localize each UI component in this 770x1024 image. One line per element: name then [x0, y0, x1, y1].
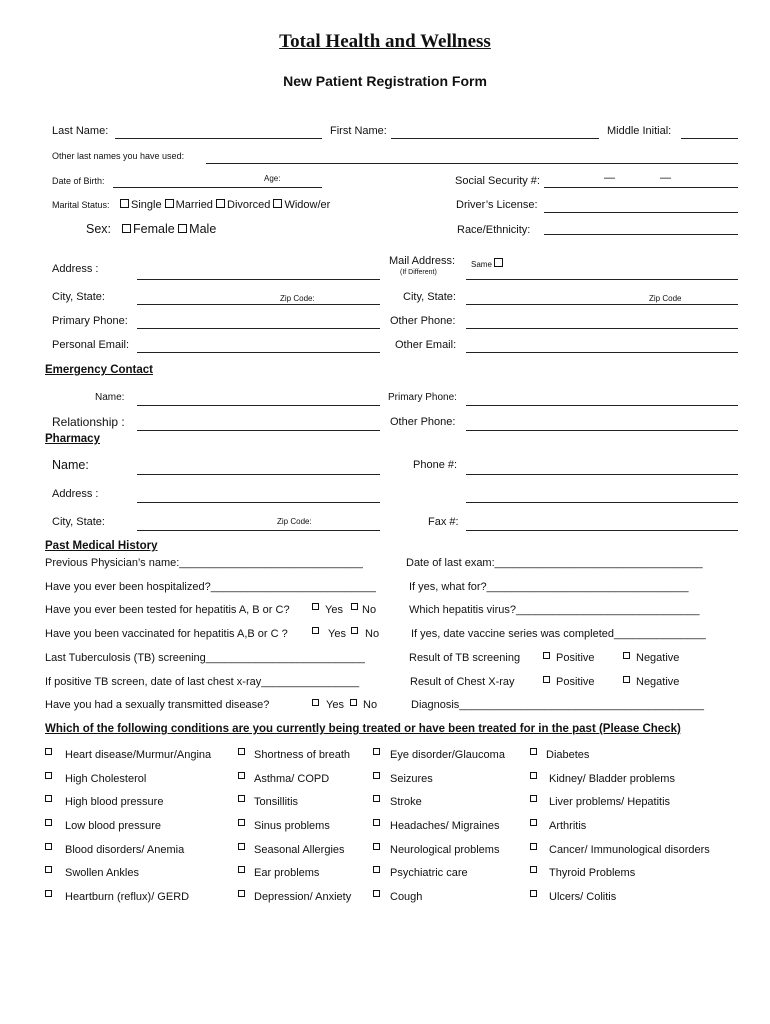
- condition-label: Tonsillitis: [254, 796, 299, 808]
- hospitalized-field[interactable]: Have you ever been hospitalized?___________________________: [45, 581, 376, 593]
- condition-label: High blood pressure: [65, 796, 164, 808]
- last-exam-field[interactable]: Date of last exam:__________________________________: [406, 557, 703, 569]
- condition-label: Asthma/ COPD: [254, 773, 330, 785]
- std-no-checkbox[interactable]: [350, 699, 357, 706]
- city-state-field[interactable]: [137, 304, 380, 305]
- condition-checkbox[interactable]: [238, 866, 245, 873]
- pharmacy-name-label: Name:: [52, 458, 89, 472]
- zip-2-label: Zip Code: [649, 294, 682, 303]
- xray-positive-checkbox[interactable]: [543, 676, 550, 683]
- tb-screening-field[interactable]: Last Tuberculosis (TB) screening__________________________: [45, 652, 365, 664]
- pharmacy-address-2-field[interactable]: [466, 502, 738, 503]
- middle-initial-field[interactable]: [681, 138, 738, 139]
- condition-label: Stroke: [390, 796, 422, 808]
- mail-address-field[interactable]: [466, 279, 738, 280]
- sex-label: Sex:: [86, 222, 112, 236]
- hepatitis-vaccinated-no-label: No: [365, 628, 380, 640]
- last-name-field[interactable]: [115, 138, 322, 139]
- condition-label: Depression/ Anxiety: [254, 891, 352, 903]
- condition-label: High Cholesterol: [65, 773, 147, 785]
- divorced-checkbox[interactable]: [216, 199, 225, 208]
- condition-checkbox[interactable]: [238, 890, 245, 897]
- xray-result-label: Result of Chest X-ray: [410, 676, 515, 688]
- primary-phone-field[interactable]: [137, 328, 380, 329]
- condition-checkbox[interactable]: [45, 772, 52, 779]
- xray-negative-label: Negative: [636, 676, 680, 688]
- emergency-other-phone-label: Other Phone:: [390, 416, 456, 428]
- condition-checkbox[interactable]: [45, 866, 52, 873]
- condition-label: Heartburn (reflux)/ GERD: [65, 891, 190, 903]
- drivers-license-field[interactable]: [544, 212, 738, 213]
- condition-checkbox[interactable]: [530, 890, 537, 897]
- condition-label: Low blood pressure: [65, 820, 162, 832]
- city-state-label: City, State:: [52, 291, 105, 303]
- condition-label: Seizures: [390, 773, 433, 785]
- age-label: Age:: [264, 174, 281, 183]
- widow-checkbox[interactable]: [273, 199, 282, 208]
- condition-label: Arthritis: [549, 820, 587, 832]
- primary-phone-label: Primary Phone:: [52, 315, 128, 327]
- condition-checkbox[interactable]: [373, 748, 380, 755]
- hepatitis-vaccinated-no-checkbox[interactable]: [351, 627, 358, 634]
- married-label: Married: [175, 199, 213, 211]
- fax-field[interactable]: [466, 530, 738, 531]
- pharmacy-address-label: Address :: [52, 488, 99, 500]
- previous-physician-field[interactable]: Previous Physician’s name:______________________________: [45, 557, 363, 569]
- pharmacy-city-state-field[interactable]: [137, 530, 380, 531]
- pharmacy-zip-label: Zip Code:: [277, 517, 312, 526]
- pharmacy-name-field[interactable]: [137, 474, 380, 475]
- xray-negative-checkbox[interactable]: [623, 676, 630, 683]
- hospitalized-reason-field[interactable]: If yes, what for?_________________________________: [409, 581, 689, 593]
- single-checkbox[interactable]: [120, 199, 129, 208]
- condition-checkbox[interactable]: [373, 795, 380, 802]
- hepatitis-vaccinated-label: Have you been vaccinated for hepatitis A,B or C ?: [45, 628, 288, 640]
- female-label: Female: [133, 222, 175, 236]
- condition-checkbox[interactable]: [373, 866, 380, 873]
- hepatitis-tested-label: Have you ever been tested for hepatitis A, B or C?: [45, 604, 290, 616]
- ssn-label: Social Security #:: [455, 175, 540, 187]
- form-subtitle: New Patient Registration Form: [283, 73, 487, 89]
- chest-xray-date-field[interactable]: If positive TB screen, date of last chest x-ray________________: [45, 676, 360, 688]
- tb-result-label: Result of TB screening: [409, 652, 521, 664]
- condition-checkbox[interactable]: [45, 748, 52, 755]
- pharmacy-address-field[interactable]: [137, 502, 380, 503]
- condition-label: Seasonal Allergies: [254, 844, 345, 856]
- emergency-other-phone-field[interactable]: [466, 430, 738, 431]
- condition-checkbox[interactable]: [238, 795, 245, 802]
- condition-checkbox[interactable]: [238, 772, 245, 779]
- other-email-label: Other Email:: [395, 339, 457, 351]
- condition-checkbox[interactable]: [45, 819, 52, 826]
- condition-label: Ear problems: [254, 867, 320, 879]
- address-label: Address :: [52, 263, 99, 275]
- condition-checkbox[interactable]: [45, 843, 52, 850]
- condition-label: Blood disorders/ Anemia: [65, 844, 185, 856]
- relationship-field[interactable]: [137, 430, 380, 431]
- tb-negative-label: Negative: [636, 652, 680, 664]
- other-email-field[interactable]: [466, 352, 738, 353]
- first-name-label: First Name:: [330, 125, 387, 137]
- fax-label: Fax #:: [428, 516, 459, 528]
- marital-label: Marital Status:: [52, 200, 110, 210]
- dob-field[interactable]: [113, 187, 322, 188]
- condition-checkbox[interactable]: [373, 772, 380, 779]
- last-name-label: Last Name:: [52, 125, 109, 137]
- pharmacy-phone-label: Phone #:: [413, 459, 458, 471]
- emergency-name-label: Name:: [95, 392, 125, 403]
- hepatitis-tested-no-checkbox[interactable]: [351, 603, 358, 610]
- emergency-name-field[interactable]: [137, 405, 380, 406]
- pharmacy-heading: Pharmacy: [45, 433, 100, 445]
- condition-label: Kidney/ Bladder problems: [549, 773, 675, 785]
- tb-negative-checkbox[interactable]: [623, 652, 630, 659]
- hepatitis-tested-no-label: No: [362, 604, 377, 616]
- sex-options: [122, 222, 216, 236]
- personal-email-field[interactable]: [137, 352, 380, 353]
- history-heading: Past Medical History: [45, 540, 158, 552]
- single-label: Single: [131, 199, 162, 211]
- hepatitis-vaccinated-yes-checkbox[interactable]: [312, 627, 319, 634]
- address-field[interactable]: [137, 279, 380, 280]
- personal-email-label: Personal Email:: [52, 339, 130, 351]
- divorced-label: Divorced: [227, 199, 271, 211]
- tb-positive-label: Positive: [556, 652, 595, 664]
- emergency-primary-phone-field[interactable]: [466, 405, 738, 406]
- other-names-label: Other last names you have used:: [52, 151, 185, 161]
- condition-label: Swollen Ankles: [65, 867, 139, 879]
- race-field[interactable]: [544, 234, 738, 235]
- other-phone-field[interactable]: [466, 328, 738, 329]
- tb-positive-checkbox[interactable]: [543, 652, 550, 659]
- conditions-heading: Which of the following conditions are you currently being treated or have been treated for in the past (Please Check): [45, 723, 681, 735]
- std-label: Have you had a sexually transmitted disease?: [45, 699, 270, 711]
- std-yes-label: Yes: [326, 699, 344, 711]
- city-state-2-field[interactable]: [466, 304, 738, 305]
- ssn-dash-2: —: [660, 172, 671, 184]
- condition-label: Shortness of breath: [254, 749, 351, 761]
- std-yes-checkbox[interactable]: [312, 699, 319, 706]
- condition-label: Cough: [390, 891, 423, 903]
- condition-checkbox[interactable]: [238, 748, 245, 755]
- condition-label: Diabetes: [546, 749, 590, 761]
- condition-label: Psychiatric care: [390, 867, 468, 879]
- relationship-label: Relationship :: [52, 415, 125, 429]
- dob-label: Date of Birth:: [52, 176, 105, 186]
- emergency-primary-phone-label: Primary Phone:: [388, 392, 457, 403]
- condition-label: Sinus problems: [254, 820, 330, 832]
- hepatitis-tested-yes-checkbox[interactable]: [312, 603, 319, 610]
- diagnosis-field[interactable]: Diagnosis________________________________________: [411, 699, 705, 711]
- condition-label: Heart disease/Murmur/Angina: [65, 749, 212, 761]
- race-label: Race/Ethnicity:: [457, 224, 531, 236]
- same-label: Same: [471, 258, 505, 269]
- xray-positive-label: Positive: [556, 676, 595, 688]
- condition-checkbox[interactable]: [530, 748, 537, 755]
- ssn-field[interactable]: [544, 187, 738, 188]
- condition-label: Headaches/ Migraines: [390, 820, 500, 832]
- condition-checkbox[interactable]: [373, 890, 380, 897]
- condition-checkbox[interactable]: [530, 819, 537, 826]
- same-checkbox[interactable]: [494, 258, 503, 267]
- condition-checkbox[interactable]: [373, 843, 380, 850]
- condition-checkbox[interactable]: [530, 866, 537, 873]
- female-checkbox[interactable]: [122, 224, 131, 233]
- hepatitis-tested-yes-label: Yes: [325, 604, 343, 616]
- condition-checkbox[interactable]: [45, 890, 52, 897]
- middle-initial-label: Middle Initial:: [607, 125, 672, 137]
- condition-checkbox[interactable]: [530, 795, 537, 802]
- condition-label: Eye disorder/Glaucoma: [390, 749, 505, 761]
- condition-label: Ulcers/ Colitis: [549, 891, 617, 903]
- pharmacy-city-state-label: City, State:: [52, 516, 105, 528]
- other-phone-label: Other Phone:: [390, 315, 456, 327]
- male-label: Male: [189, 222, 217, 236]
- drivers-license-label: Driver’s License:: [456, 199, 538, 211]
- std-no-label: No: [363, 699, 378, 711]
- married-checkbox[interactable]: [165, 199, 174, 208]
- pharmacy-phone-field[interactable]: [466, 474, 738, 475]
- condition-checkbox[interactable]: [530, 843, 537, 850]
- condition-checkbox[interactable]: [45, 795, 52, 802]
- condition-label: Thyroid Problems: [549, 867, 636, 879]
- condition-checkbox[interactable]: [238, 819, 245, 826]
- form-title: Total Health and Wellness: [279, 31, 491, 52]
- other-names-field[interactable]: [206, 163, 738, 164]
- zip-label: Zip Code:: [280, 294, 315, 303]
- male-checkbox[interactable]: [178, 224, 187, 233]
- marital-options: [120, 199, 330, 211]
- first-name-field[interactable]: [391, 138, 599, 139]
- hepatitis-virus-field[interactable]: Which hepatitis virus?______________________________: [409, 604, 700, 616]
- widow-label: Widow/er: [284, 199, 331, 211]
- condition-checkbox[interactable]: [238, 843, 245, 850]
- city-state-2-label: City, State:: [403, 291, 456, 303]
- condition-label: Cancer/ Immunological disorders: [549, 844, 710, 856]
- condition-checkbox[interactable]: [530, 772, 537, 779]
- mail-address-label: Mail Address:: [389, 255, 456, 267]
- vaccine-date-field[interactable]: If yes, date vaccine series was completed_______________: [411, 628, 706, 640]
- condition-checkbox[interactable]: [373, 819, 380, 826]
- hepatitis-vaccinated-yes-label: Yes: [328, 628, 346, 640]
- ssn-dash-1: —: [604, 172, 615, 184]
- if-different-label: (If Different): [400, 269, 437, 276]
- emergency-heading: Emergency Contact: [45, 364, 154, 376]
- condition-label: Neurological problems: [390, 844, 500, 856]
- condition-label: Liver problems/ Hepatitis: [549, 796, 671, 808]
